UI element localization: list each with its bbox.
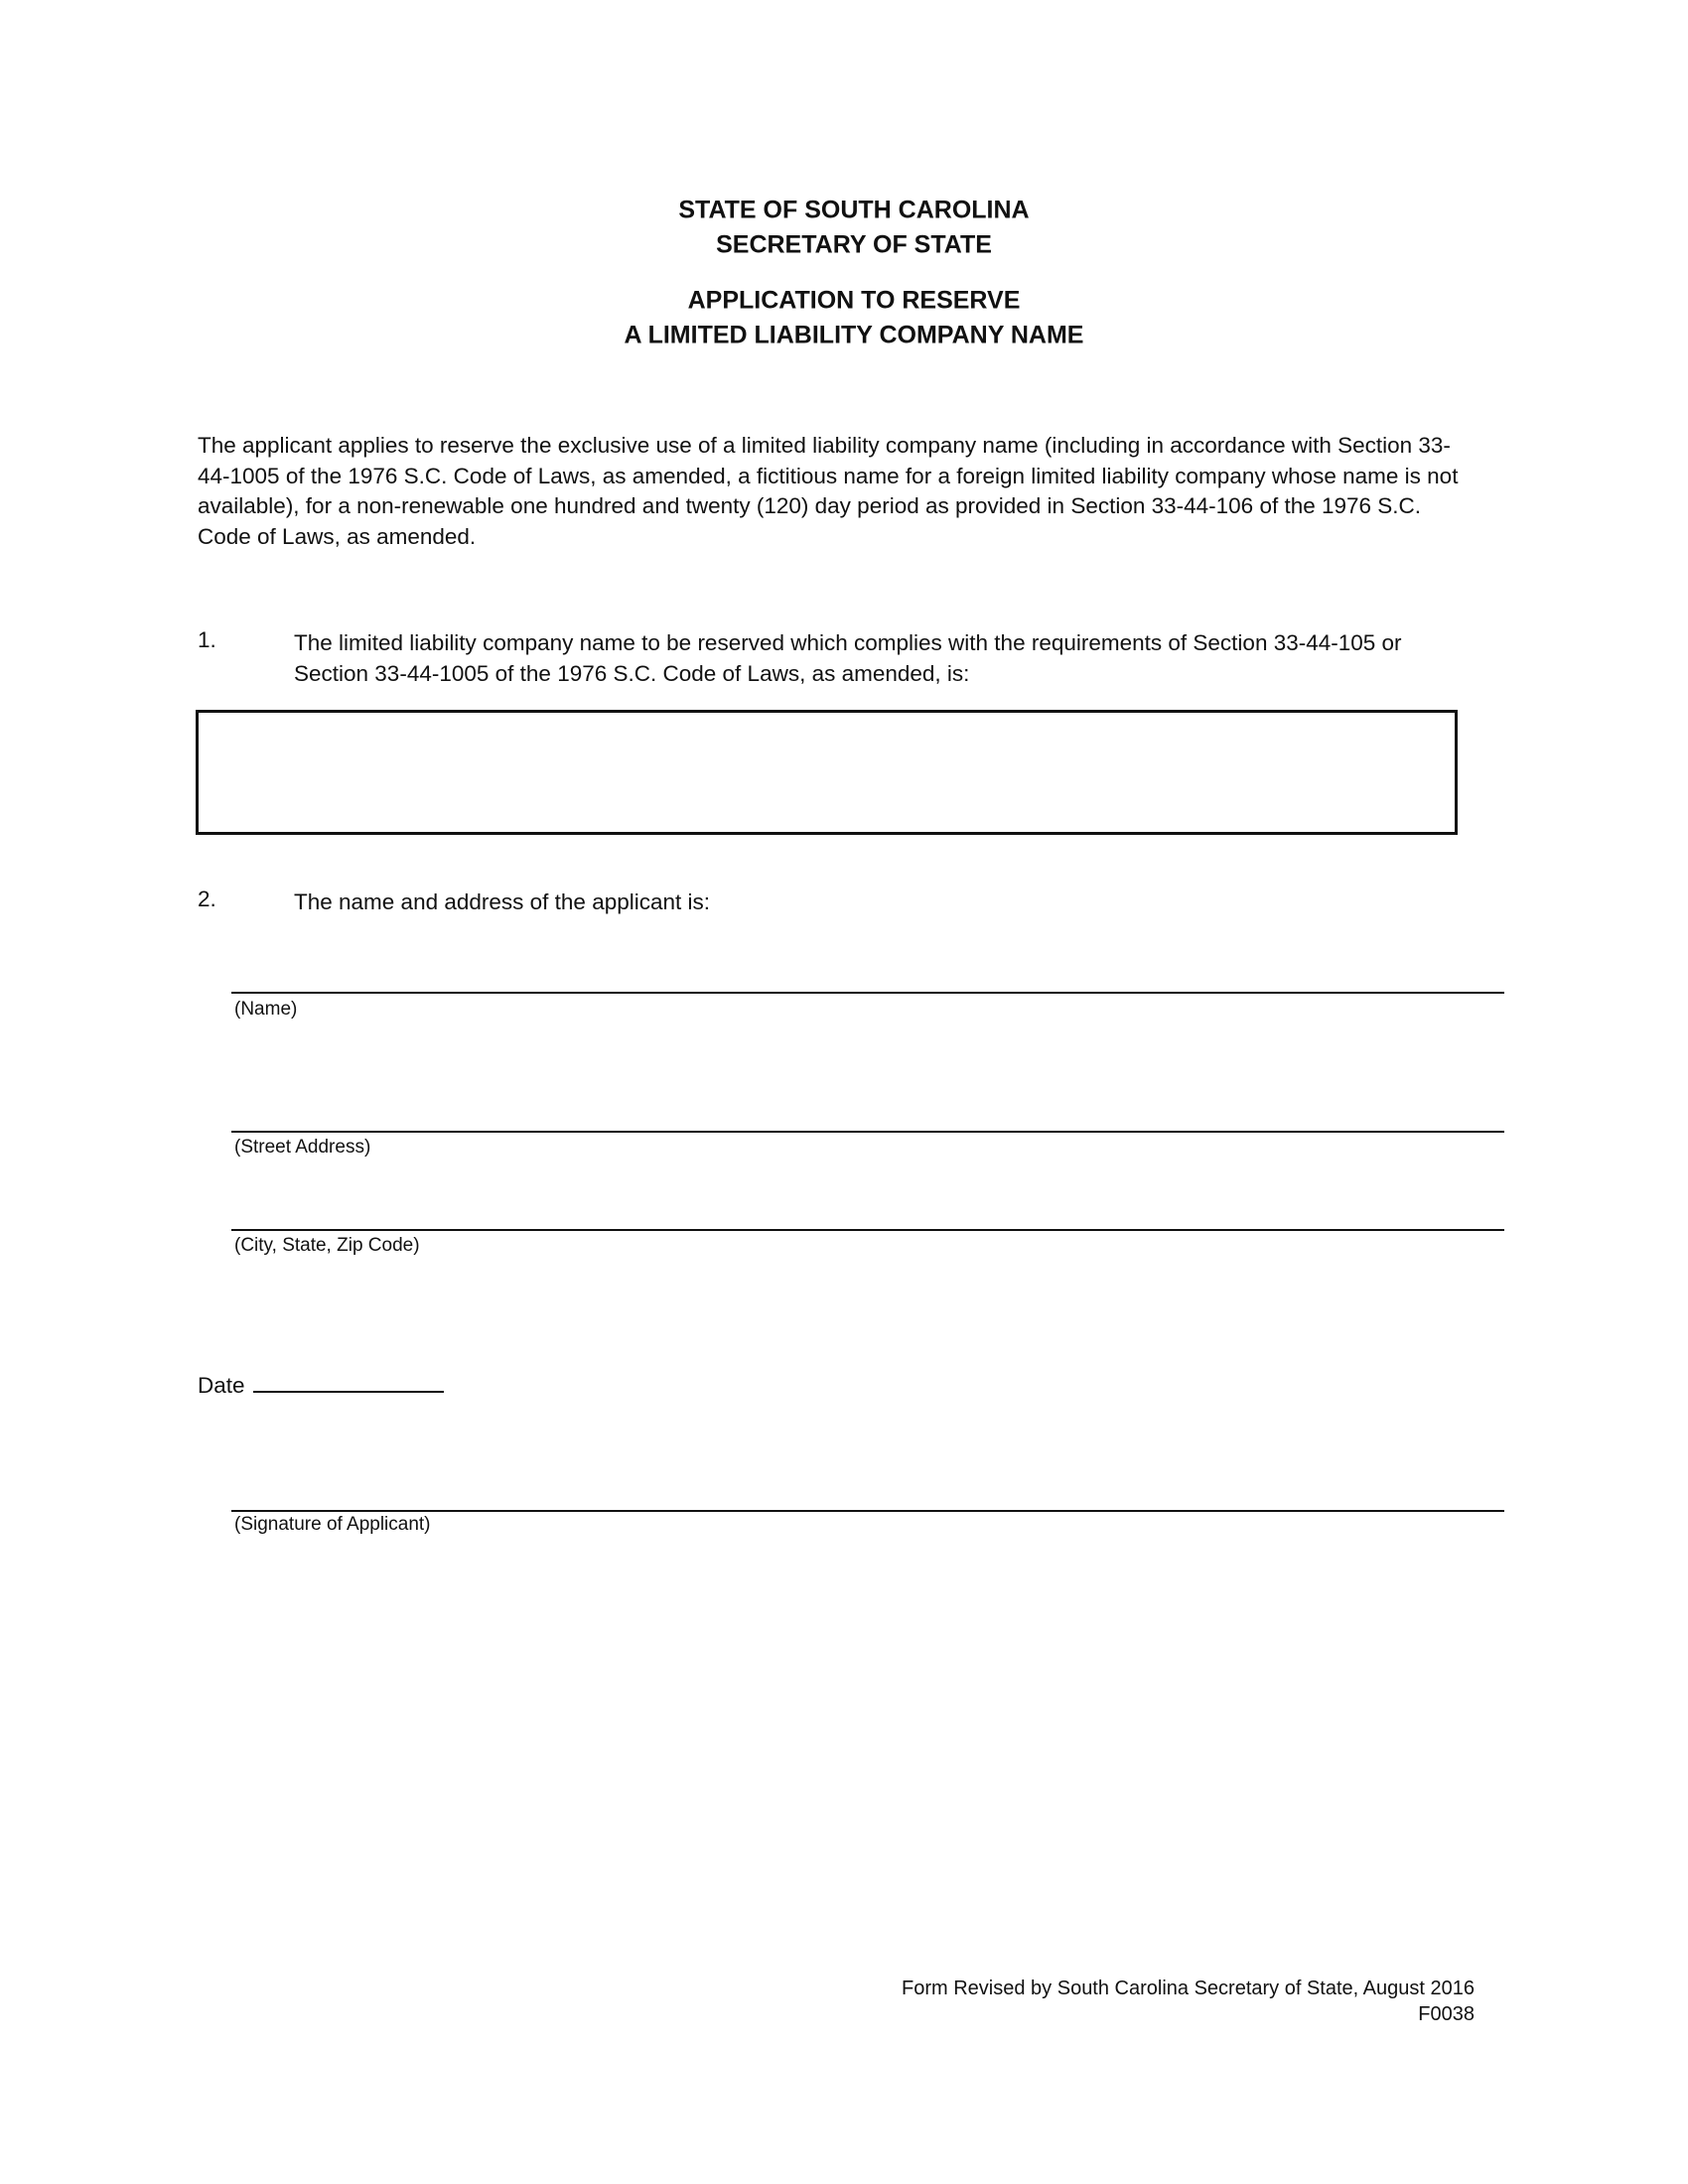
name-label: (Name) [234, 999, 298, 1020]
signature-field[interactable] [231, 1510, 1504, 1512]
form-title-line1: APPLICATION TO RESERVE [687, 286, 1021, 315]
revision-note: Form Revised by South Carolina Secretary of State, August 2016 [902, 1978, 1475, 1999]
date-field[interactable] [253, 1371, 444, 1393]
street-address-label: (Street Address) [234, 1137, 371, 1158]
company-name-field[interactable] [196, 710, 1458, 835]
street-address-field[interactable] [231, 1131, 1504, 1133]
city-state-zip-field[interactable] [231, 1229, 1504, 1231]
item-2-text: The name and address of the applicant is: [294, 889, 711, 914]
date-label: Date [198, 1373, 245, 1398]
state-heading: STATE OF SOUTH CAROLINA [678, 196, 1030, 224]
item-1-text: The limited liability company name to be reserved which complies with the requirements of Section 33-44-105 or Section 33-44-1005 of the 1976 S.C. Code of Laws, as amended, is: [294, 630, 1402, 686]
applicant-name-field[interactable] [231, 992, 1504, 994]
city-state-zip-label: (City, State, Zip Code) [234, 1235, 420, 1256]
item-1-number: 1. [198, 627, 216, 652]
office-heading: SECRETARY OF STATE [716, 230, 992, 259]
intro-paragraph: The applicant applies to reserve the exclusive use of a limited liability company name (including in accordance with Section 33-44-1005 of the 1976 S.C. Code of Laws, as amended, a fictitious name for a foreign limited liability company whose name is not available), for a non-renewable one hundred and twenty (120) day period as provided in Section 33-44-106 of the 1976 S.C. Code of Laws, as amended. [198, 433, 1459, 549]
date-row [198, 1371, 444, 1399]
item-2-number: 2. [198, 887, 216, 911]
footer [902, 1976, 1475, 2027]
form-title-line2: A LIMITED LIABILITY COMPANY NAME [624, 321, 1084, 349]
form-number: F0038 [1418, 2003, 1475, 2025]
signature-label: (Signature of Applicant) [234, 1514, 431, 1535]
